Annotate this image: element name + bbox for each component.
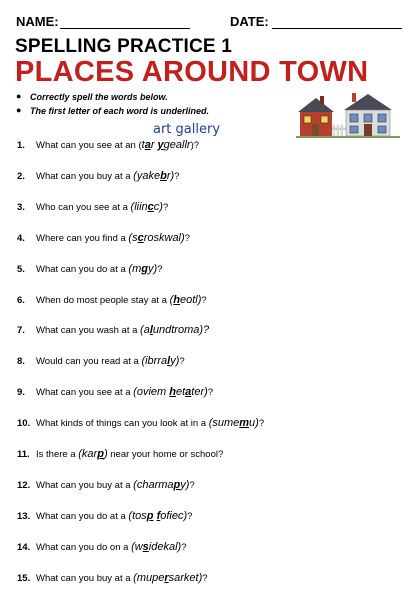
question-end: ? xyxy=(174,170,180,182)
scrambled-word xyxy=(128,263,157,275)
underlined-first-letter: p xyxy=(97,448,104,460)
bullet-icon: ● xyxy=(16,91,22,101)
question-end: )? xyxy=(190,140,200,151)
scrambled-part: sarket) xyxy=(168,571,203,584)
scrambled-part: eallr xyxy=(169,139,191,151)
scrambled-part: r) xyxy=(166,169,175,182)
scrambled-part: roskwal) xyxy=(143,231,185,244)
question-row xyxy=(17,137,199,153)
name-label: NAME: xyxy=(16,14,59,29)
scrambled-word xyxy=(133,572,202,584)
scrambled-part: r xyxy=(150,139,158,151)
worksheet-subtitle: SPELLING PRACTICE 1 xyxy=(15,36,233,57)
underlined-first-letter: s xyxy=(142,540,149,553)
question-text: What can you do at a xyxy=(36,510,129,522)
scrambled-word xyxy=(131,201,163,213)
question-end: ? xyxy=(157,263,163,275)
scrambled-part: g xyxy=(163,139,170,151)
question-text: Who can you see at a xyxy=(36,201,131,213)
question-end: ? xyxy=(201,294,207,306)
question-number: 8. xyxy=(17,356,25,368)
scrambled-part: o xyxy=(160,509,167,522)
question-number: 3. xyxy=(17,201,25,213)
question-text: What can you see at an ( xyxy=(36,140,142,151)
underlined-first-letter: f xyxy=(156,509,161,522)
scrambled-part: (mupe xyxy=(133,571,165,584)
question-end: near your home or school? xyxy=(107,449,224,460)
question-row xyxy=(17,230,190,246)
scrambled-word xyxy=(133,170,174,182)
scrambled-part: fiec) xyxy=(166,509,188,522)
underlined-first-letter: h xyxy=(169,386,176,399)
scrambled-part: (charma xyxy=(133,478,174,491)
example-answer: art gallery xyxy=(153,122,221,137)
date-label: DATE: xyxy=(230,14,269,29)
question-number: 15. xyxy=(17,572,31,584)
question-text: What can you wash at a xyxy=(36,325,141,337)
question-number: 1. xyxy=(17,140,25,151)
question-row xyxy=(17,292,207,308)
scrambled-part: t xyxy=(141,139,145,151)
scrambled-word xyxy=(170,294,202,306)
question-text: Would can you read at a xyxy=(36,356,142,368)
worksheet-title: PLACES AROUND TOWN xyxy=(15,56,369,88)
scrambled-part: (kar xyxy=(78,448,98,460)
scrambled-word xyxy=(133,479,189,491)
scrambled-part: et xyxy=(175,386,186,399)
underlined-first-letter: b xyxy=(160,169,167,182)
date-line[interactable] xyxy=(272,28,402,29)
question-row xyxy=(17,446,223,462)
question-row xyxy=(17,199,168,215)
scrambled-part: ter) xyxy=(191,386,208,399)
question-end: ? xyxy=(189,479,195,491)
question-row xyxy=(17,261,162,277)
question-row xyxy=(17,570,208,586)
scrambled-word xyxy=(131,541,181,553)
question-number: 13. xyxy=(17,510,31,522)
question-text: What can you do at a xyxy=(36,263,129,275)
underlined-first-letter: y xyxy=(157,139,164,151)
question-number: 5. xyxy=(17,263,25,275)
question-end: ? xyxy=(207,387,214,399)
question-text: Where can you find a xyxy=(36,232,129,244)
instruction-2: The first letter of each word is underlined. xyxy=(30,106,210,116)
scrambled-word xyxy=(78,448,107,460)
underlined-first-letter: l xyxy=(167,355,171,368)
question-row xyxy=(17,322,209,338)
question-number: 9. xyxy=(17,387,25,399)
question-text: When do most people stay at a xyxy=(36,294,170,306)
question-row xyxy=(17,539,187,555)
scrambled-part: c) xyxy=(153,200,163,213)
underlined-first-letter: c xyxy=(147,200,154,213)
question-end: ? xyxy=(187,510,193,522)
question-number: 2. xyxy=(17,170,25,182)
underlined-first-letter: a xyxy=(144,139,151,151)
scrambled-part: (a xyxy=(140,324,150,337)
question-end: ? xyxy=(181,541,187,553)
question-text: What can you buy at a xyxy=(36,479,134,491)
underlined-first-letter: h xyxy=(173,293,181,306)
underlined-first-letter: r xyxy=(164,571,169,584)
scrambled-part: (sume xyxy=(208,417,240,430)
scrambled-word xyxy=(209,417,259,429)
underlined-first-letter: a xyxy=(185,386,192,399)
question-number: 14. xyxy=(17,541,31,553)
underlined-first-letter: p xyxy=(146,509,154,522)
underlined-first-letter: g xyxy=(141,262,148,275)
houses-icon xyxy=(296,92,400,140)
question-text: What can you do on a xyxy=(36,541,132,553)
scrambled-part: y) xyxy=(180,478,190,491)
bullet-icon: ● xyxy=(16,105,22,115)
question-number: 12. xyxy=(17,479,31,491)
question-text: What kinds of things can you look at in a xyxy=(36,418,209,430)
question-row xyxy=(17,384,213,400)
question-number: 6. xyxy=(17,294,25,306)
scrambled-word xyxy=(142,139,191,151)
scrambled-part: (w xyxy=(131,540,143,553)
question-number: 7. xyxy=(17,325,25,337)
question-row xyxy=(17,353,185,369)
scrambled-word xyxy=(141,355,179,367)
scrambled-part: y) xyxy=(147,262,158,275)
question-row xyxy=(17,168,179,184)
question-number: 4. xyxy=(17,232,25,244)
scrambled-part: (yake xyxy=(133,169,161,182)
scrambled-word xyxy=(140,324,209,336)
scrambled-word xyxy=(133,386,208,398)
question-text: Is there a xyxy=(36,449,79,460)
scrambled-part: (m xyxy=(128,262,142,275)
scrambled-part: y) xyxy=(170,355,180,368)
question-text: What can you buy at a xyxy=(36,572,134,584)
question-row xyxy=(17,508,192,524)
scrambled-part: (tos xyxy=(128,509,147,522)
question-row xyxy=(17,477,195,493)
scrambled-word xyxy=(128,232,184,244)
instruction-1: Correctly spell the words below. xyxy=(30,92,168,102)
question-end: ? xyxy=(258,418,265,430)
underlined-first-letter: m xyxy=(239,417,250,430)
name-line[interactable] xyxy=(60,28,190,29)
question-text: What can you buy at a xyxy=(36,170,134,182)
underlined-first-letter: c xyxy=(137,231,144,244)
scrambled-part: ) xyxy=(103,448,108,460)
scrambled-part: (liin xyxy=(130,200,148,213)
question-row xyxy=(17,415,264,431)
underlined-first-letter: l xyxy=(149,324,153,337)
question-end: ? xyxy=(184,232,190,244)
scrambled-word xyxy=(128,510,187,522)
question-number: 10. xyxy=(17,418,31,430)
scrambled-part: idekal) xyxy=(148,540,182,553)
scrambled-part: (ibrra xyxy=(141,355,168,368)
scrambled-part: eotl) xyxy=(180,293,202,306)
question-number: 11. xyxy=(17,449,30,460)
underlined-first-letter: p xyxy=(173,478,181,491)
question-end: ? xyxy=(202,572,208,584)
scrambled-part: (oviem xyxy=(133,386,170,399)
scrambled-part: u) xyxy=(249,417,259,430)
question-end: ? xyxy=(162,201,169,213)
scrambled-part: (s xyxy=(128,231,138,244)
question-end: ? xyxy=(179,356,185,368)
scrambled-part: ( xyxy=(169,293,174,306)
question-text: What can you see at a xyxy=(36,387,134,399)
scrambled-part: undtroma)? xyxy=(152,324,210,337)
